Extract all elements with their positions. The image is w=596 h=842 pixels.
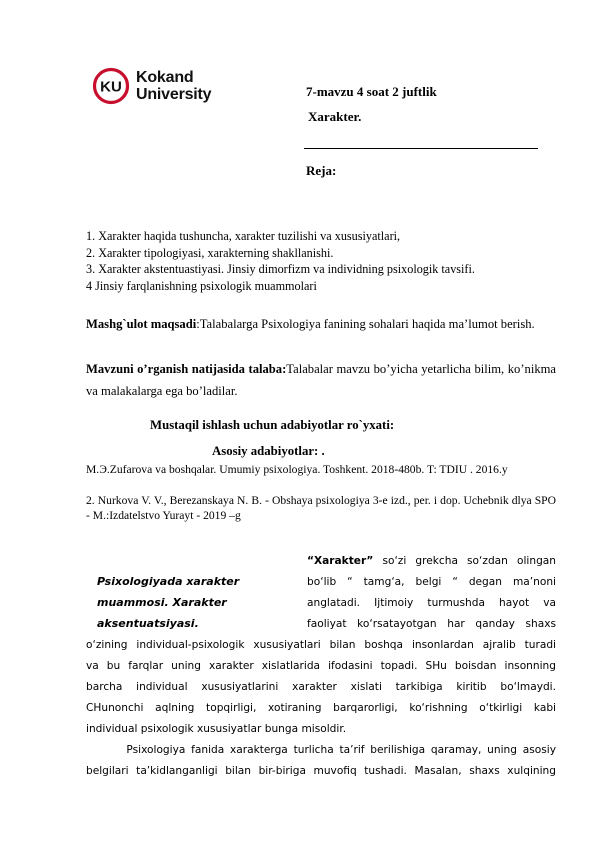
logo-line-1: Kokand bbox=[136, 69, 194, 86]
body-paragraph bbox=[86, 740, 556, 782]
lesson-goal bbox=[86, 313, 556, 335]
references-heading: Mustaqil ishlash uchun adabiyotlar ro`yxati: bbox=[150, 418, 395, 432]
references-subheading: Asosiy adabiyotlar: . bbox=[212, 444, 325, 458]
page-title: Xarakter. bbox=[308, 109, 362, 124]
svg-text:KU: KU bbox=[100, 78, 122, 96]
lesson-outcome bbox=[86, 358, 556, 402]
section-heading-line: Psixologiyada xarakter bbox=[97, 575, 240, 588]
reference-item: M.Э.Zufarova va boshqalar. Umumiy psixologiya. Toshkent. 2018-480b. T: TDIU . 2016.y bbox=[86, 463, 508, 476]
intro-term: “Xarakter” bbox=[307, 555, 374, 567]
intro-paragraph bbox=[307, 551, 556, 635]
plan-item: 4 Jinsiy farqlanishning psixologik muammolari bbox=[86, 278, 317, 293]
section-heading-line: aksentuatsiyasi. bbox=[97, 617, 199, 630]
body-paragraph bbox=[86, 635, 556, 740]
plan-label: Reja: bbox=[306, 163, 337, 178]
reference-item: 2. Nurkova V. V., Berezanskaya N. B. - Obshaya psixologiya 3-e izd., per. i dop. Uchebnik dlya SPO - M.:Izdatelstvo Yurayt - 2019 –g bbox=[86, 494, 556, 522]
intro-line: faoliyat ko‘rsatayotgan har qanday shaxs bbox=[307, 618, 556, 630]
intro-line: anglatadi. Ijtimoiy turmushda hayot va bbox=[307, 597, 556, 609]
intro-line: bo‘lib “ tamg‘a, belgi “ degan ma’noni bbox=[307, 576, 556, 588]
section-heading bbox=[97, 571, 297, 634]
plan-list bbox=[86, 228, 475, 294]
outcome-text: Talabalar mavzu bo’yicha yetarlicha bilim, ko’nikma va malakalarga ega bo’ladilar. bbox=[86, 362, 556, 398]
outcome-label: Mavzuni o’rganish natijasida talaba: bbox=[86, 362, 287, 376]
plan-item: 3. Xarakter akstentuastiyasi. Jinsiy dimorfizm va individning psixologik tavsifi. bbox=[86, 262, 475, 276]
body-line: o‘zining individual-psixologik xususiyatlari bilan boshqa insonlardan ajralib turadi bbox=[86, 639, 556, 651]
body-line: CHunonchi aqlning topqirligi, xotiraning barqarorligi, ko‘rishning o‘tkirligi kabi bbox=[86, 702, 556, 714]
body-line: va bu farqlar uning xarakter xislatlarida ifodasini topadi. SHu boisdan insonning bbox=[86, 660, 556, 672]
goal-label: Mashg`ulot maqsadi bbox=[86, 317, 197, 331]
body-line: barcha individual xususiyatlarini xarakter xislati tarkibiga kiritib bo‘lmaydi. bbox=[86, 681, 556, 693]
section-heading-line: muammosi. Xarakter bbox=[97, 596, 227, 609]
body-line: belgilari ta’kidlanganligi bilan bir-biriga muvofiq tushadi. Masalan, shaxs xulqining bbox=[86, 765, 556, 777]
plan-item: 1. Xarakter haqida tushuncha, xarakter tuzilishi va xususiyatlari, bbox=[86, 229, 401, 243]
logo-line-2: University bbox=[136, 86, 212, 103]
goal-text: :Talabalarga Psixologiya fanining sohalari haqida ma’lumot berish. bbox=[196, 317, 535, 331]
university-logo bbox=[92, 67, 232, 107]
plan-item: 2. Xarakter tipologiyasi, xarakterning shakllanishi. bbox=[86, 245, 334, 260]
body-line: Psixologiya fanida xarakterga turlicha ta’rif berilishiga qaramay, uning asosiy bbox=[86, 744, 556, 756]
ku-logo-icon bbox=[92, 67, 130, 105]
intro-line: “Xarakter” so‘zi grekcha so‘zdan olingan bbox=[307, 555, 556, 567]
logo-wordmark bbox=[136, 69, 211, 103]
body-line: individual psixologik xususiyatlar bunga misoldir. bbox=[86, 723, 347, 735]
header-divider bbox=[304, 148, 538, 149]
topic-label: 7-mavzu 4 soat 2 juftlik bbox=[306, 84, 437, 99]
